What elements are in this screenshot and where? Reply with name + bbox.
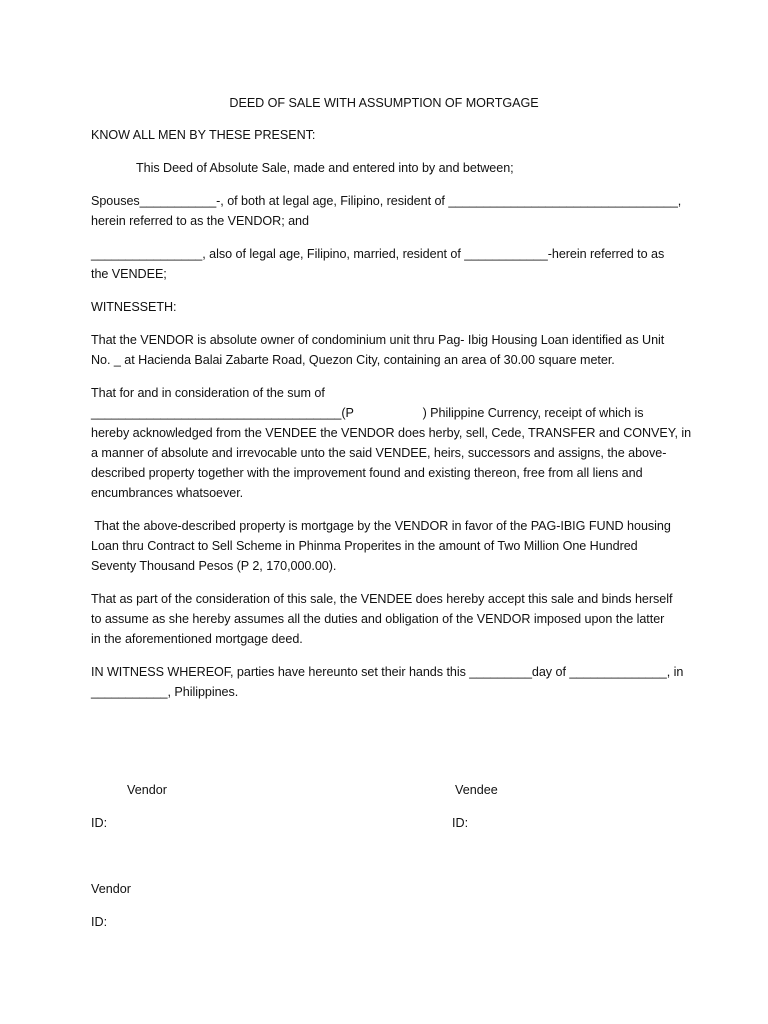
second-vendor-signature-label: Vendor bbox=[91, 882, 131, 896]
mortgage-line-1: That the above-described property is mortgage by the VENDOR in favor of the PAG-IBIG FUND housing bbox=[91, 519, 671, 533]
consideration-line-5: described property together with the improvement found and existing thereon, free from all liens and bbox=[91, 466, 643, 480]
consideration-line-2: ____________________________________(P ) Philippine Currency, receipt of which is bbox=[91, 406, 644, 420]
intro-line: This Deed of Absolute Sale, made and entered into by and between; bbox=[136, 161, 514, 175]
consideration-line-6: encumbrances whatsoever. bbox=[91, 486, 244, 500]
assumption-line-1: That as part of the consideration of this sale, the VENDEE does hereby accept this sale and binds herself bbox=[91, 592, 673, 606]
ownership-line-2: No. _ at Hacienda Balai Zabarte Road, Quezon City, containing an area of 30.00 square meter. bbox=[91, 353, 615, 367]
ownership-line-1: That the VENDOR is absolute owner of condominium unit thru Pag- Ibig Housing Loan identified as Unit bbox=[91, 333, 665, 347]
salutation: KNOW ALL MEN BY THESE PRESENT: bbox=[91, 128, 316, 142]
consideration-line-4: a manner of absolute and irrevocable unto the said VENDEE, heirs, successors and assigns, the above- bbox=[91, 446, 667, 460]
mortgage-line-3: Seventy Thousand Pesos (P 2, 170,000.00). bbox=[91, 559, 337, 573]
vendor-party-line-2: herein referred to as the VENDOR; and bbox=[91, 214, 309, 228]
witness-line-2: ___________, Philippines. bbox=[91, 685, 239, 699]
document-title: DEED OF SALE WITH ASSUMPTION OF MORTGAGE bbox=[229, 96, 539, 110]
vendor-signature-label: Vendor bbox=[127, 783, 167, 797]
vendee-party-line-2: the VENDEE; bbox=[91, 267, 167, 281]
vendee-signature-label: Vendee bbox=[455, 783, 498, 797]
vendor-party-line-1: Spouses___________-, of both at legal age, Filipino, resident of _________________________________, bbox=[91, 194, 682, 208]
second-vendor-id-label: ID: bbox=[91, 915, 108, 929]
witness-line-1: IN WITNESS WHEREOF, parties have hereunto set their hands this _________day of ______________, in bbox=[91, 665, 684, 679]
consideration-line-3: hereby acknowledged from the VENDEE the VENDOR does herby, sell, Cede, TRANSFER and CONVEY, in bbox=[91, 426, 692, 440]
vendee-id-label: ID: bbox=[452, 816, 469, 830]
witnesseth-heading: WITNESSETH: bbox=[91, 300, 177, 314]
assumption-line-2: to assume as she hereby assumes all the duties and obligation of the VENDOR imposed upon the latter bbox=[91, 612, 665, 626]
consideration-line-1: That for and in consideration of the sum of bbox=[91, 386, 325, 400]
vendor-id-label: ID: bbox=[91, 816, 108, 830]
assumption-line-3: in the aforementioned mortgage deed. bbox=[91, 632, 303, 646]
vendee-party-line-1: ________________, also of legal age, Filipino, married, resident of ____________-herein referred to as bbox=[91, 247, 665, 261]
mortgage-line-2: Loan thru Contract to Sell Scheme in Phinma Properites in the amount of Two Million One Hundred bbox=[91, 539, 638, 553]
